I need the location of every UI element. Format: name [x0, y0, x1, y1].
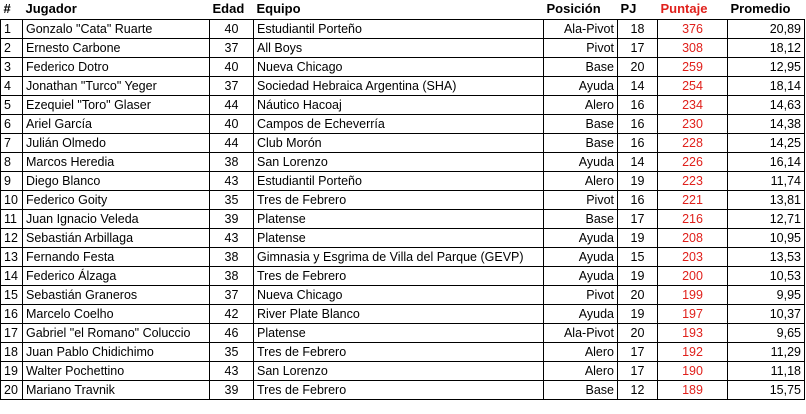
- cell-number: 17: [1, 323, 23, 342]
- cell-player: Gonzalo "Cata" Ruarte: [23, 19, 210, 38]
- cell-points: 228: [658, 133, 728, 152]
- header-team: Equipo: [254, 0, 544, 19]
- cell-average: 11,74: [728, 171, 805, 190]
- cell-number: 9: [1, 171, 23, 190]
- cell-position: Base: [544, 57, 618, 76]
- cell-position: Ayuda: [544, 76, 618, 95]
- cell-average: 10,37: [728, 304, 805, 323]
- cell-position: Base: [544, 380, 618, 399]
- cell-points: 226: [658, 152, 728, 171]
- cell-age: 46: [210, 323, 254, 342]
- cell-number: 4: [1, 76, 23, 95]
- cell-number: 14: [1, 266, 23, 285]
- cell-points: 208: [658, 228, 728, 247]
- cell-number: 10: [1, 190, 23, 209]
- table-row: [1, 266, 805, 285]
- cell-games-played: 17: [618, 209, 658, 228]
- cell-age: 38: [210, 266, 254, 285]
- cell-age: 40: [210, 114, 254, 133]
- table-row: [1, 95, 805, 114]
- cell-points: 221: [658, 190, 728, 209]
- table-row: [1, 171, 805, 190]
- cell-average: 10,95: [728, 228, 805, 247]
- cell-number: 18: [1, 342, 23, 361]
- table-row: [1, 285, 805, 304]
- cell-age: 43: [210, 361, 254, 380]
- header-player: Jugador: [23, 0, 210, 19]
- header-row: [1, 0, 805, 19]
- cell-games-played: 20: [618, 323, 658, 342]
- cell-number: 6: [1, 114, 23, 133]
- cell-team: Club Morón: [254, 133, 544, 152]
- cell-team: Estudiantil Porteño: [254, 19, 544, 38]
- cell-player: Ariel García: [23, 114, 210, 133]
- cell-number: 12: [1, 228, 23, 247]
- cell-team: Tres de Febrero: [254, 342, 544, 361]
- cell-age: 39: [210, 209, 254, 228]
- cell-player: Federico Álzaga: [23, 266, 210, 285]
- cell-player: Sebastián Graneros: [23, 285, 210, 304]
- cell-number: 13: [1, 247, 23, 266]
- cell-games-played: 20: [618, 285, 658, 304]
- cell-team: Platense: [254, 209, 544, 228]
- cell-position: Ayuda: [544, 228, 618, 247]
- table-row: [1, 133, 805, 152]
- cell-games-played: 17: [618, 38, 658, 57]
- cell-average: 11,18: [728, 361, 805, 380]
- cell-age: 37: [210, 76, 254, 95]
- header-points: Puntaje: [658, 0, 728, 19]
- cell-position: Alero: [544, 342, 618, 361]
- cell-points: 308: [658, 38, 728, 57]
- cell-number: 1: [1, 19, 23, 38]
- table-row: [1, 304, 805, 323]
- cell-games-played: 18: [618, 19, 658, 38]
- cell-number: 7: [1, 133, 23, 152]
- cell-games-played: 19: [618, 266, 658, 285]
- header-position: Posición: [544, 0, 618, 19]
- cell-average: 9,95: [728, 285, 805, 304]
- cell-points: 376: [658, 19, 728, 38]
- cell-player: Ezequiel "Toro" Glaser: [23, 95, 210, 114]
- cell-games-played: 16: [618, 133, 658, 152]
- cell-average: 14,38: [728, 114, 805, 133]
- cell-average: 9,65: [728, 323, 805, 342]
- table-row: [1, 228, 805, 247]
- cell-average: 18,12: [728, 38, 805, 57]
- cell-age: 39: [210, 380, 254, 399]
- table-row: [1, 19, 805, 38]
- cell-age: 40: [210, 19, 254, 38]
- table-row: [1, 190, 805, 209]
- cell-games-played: 16: [618, 190, 658, 209]
- cell-average: 12,71: [728, 209, 805, 228]
- cell-team: Náutico Hacoaj: [254, 95, 544, 114]
- cell-team: San Lorenzo: [254, 152, 544, 171]
- cell-points: 223: [658, 171, 728, 190]
- cell-points: 259: [658, 57, 728, 76]
- cell-games-played: 19: [618, 171, 658, 190]
- cell-games-played: 17: [618, 361, 658, 380]
- cell-games-played: 15: [618, 247, 658, 266]
- cell-player: Julián Olmedo: [23, 133, 210, 152]
- cell-position: Alero: [544, 361, 618, 380]
- cell-number: 15: [1, 285, 23, 304]
- table-row: [1, 57, 805, 76]
- cell-games-played: 16: [618, 95, 658, 114]
- cell-age: 43: [210, 228, 254, 247]
- cell-number: 2: [1, 38, 23, 57]
- table-row: [1, 76, 805, 95]
- cell-position: Alero: [544, 95, 618, 114]
- cell-team: Tres de Febrero: [254, 190, 544, 209]
- cell-position: Ayuda: [544, 247, 618, 266]
- cell-average: 12,95: [728, 57, 805, 76]
- cell-number: 19: [1, 361, 23, 380]
- cell-points: 197: [658, 304, 728, 323]
- cell-player: Jonathan "Turco" Yeger: [23, 76, 210, 95]
- header-average: Promedio: [728, 0, 805, 19]
- cell-number: 8: [1, 152, 23, 171]
- cell-age: 44: [210, 95, 254, 114]
- cell-average: 13,81: [728, 190, 805, 209]
- cell-player: Sebastián Arbillaga: [23, 228, 210, 247]
- cell-average: 16,14: [728, 152, 805, 171]
- cell-points: 192: [658, 342, 728, 361]
- cell-age: 43: [210, 171, 254, 190]
- cell-player: Mariano Travnik: [23, 380, 210, 399]
- cell-player: Gabriel "el Romano" Coluccio: [23, 323, 210, 342]
- cell-position: Ala-Pivot: [544, 323, 618, 342]
- cell-average: 20,89: [728, 19, 805, 38]
- cell-age: 38: [210, 152, 254, 171]
- cell-position: Base: [544, 114, 618, 133]
- cell-team: San Lorenzo: [254, 361, 544, 380]
- cell-team: Estudiantil Porteño: [254, 171, 544, 190]
- cell-games-played: 20: [618, 57, 658, 76]
- cell-average: 13,53: [728, 247, 805, 266]
- cell-number: 20: [1, 380, 23, 399]
- cell-number: 16: [1, 304, 23, 323]
- cell-age: 37: [210, 38, 254, 57]
- cell-games-played: 14: [618, 76, 658, 95]
- cell-position: Pivot: [544, 190, 618, 209]
- cell-average: 10,53: [728, 266, 805, 285]
- table-row: [1, 247, 805, 266]
- cell-points: 234: [658, 95, 728, 114]
- cell-number: 3: [1, 57, 23, 76]
- cell-number: 5: [1, 95, 23, 114]
- table-row: [1, 38, 805, 57]
- cell-team: Nueva Chicago: [254, 285, 544, 304]
- cell-position: Ayuda: [544, 266, 618, 285]
- cell-average: 11,29: [728, 342, 805, 361]
- cell-team: Nueva Chicago: [254, 57, 544, 76]
- cell-player: Juan Pablo Chidichimo: [23, 342, 210, 361]
- cell-average: 14,25: [728, 133, 805, 152]
- cell-player: Federico Goity: [23, 190, 210, 209]
- cell-player: Diego Blanco: [23, 171, 210, 190]
- cell-age: 42: [210, 304, 254, 323]
- cell-age: 40: [210, 57, 254, 76]
- cell-team: Platense: [254, 323, 544, 342]
- cell-age: 38: [210, 247, 254, 266]
- cell-player: Federico Dotro: [23, 57, 210, 76]
- cell-position: Ala-Pivot: [544, 19, 618, 38]
- cell-number: 11: [1, 209, 23, 228]
- cell-games-played: 16: [618, 114, 658, 133]
- cell-points: 230: [658, 114, 728, 133]
- cell-points: 200: [658, 266, 728, 285]
- cell-player: Juan Ignacio Veleda: [23, 209, 210, 228]
- header-age: Edad: [210, 0, 254, 19]
- cell-position: Pivot: [544, 285, 618, 304]
- cell-player: Fernando Festa: [23, 247, 210, 266]
- cell-age: 35: [210, 342, 254, 361]
- table-row: [1, 342, 805, 361]
- cell-team: River Plate Blanco: [254, 304, 544, 323]
- cell-points: 254: [658, 76, 728, 95]
- cell-team: Tres de Febrero: [254, 380, 544, 399]
- cell-team: Sociedad Hebraica Argentina (SHA): [254, 76, 544, 95]
- cell-team: Campos de Echeverría: [254, 114, 544, 133]
- cell-games-played: 14: [618, 152, 658, 171]
- cell-points: 190: [658, 361, 728, 380]
- header-games-played: PJ: [618, 0, 658, 19]
- cell-average: 18,14: [728, 76, 805, 95]
- table-row: [1, 380, 805, 399]
- cell-player: Marcelo Coelho: [23, 304, 210, 323]
- table-row: [1, 114, 805, 133]
- cell-games-played: 17: [618, 342, 658, 361]
- cell-games-played: 19: [618, 228, 658, 247]
- cell-team: All Boys: [254, 38, 544, 57]
- header-number: #: [1, 0, 23, 19]
- cell-position: Base: [544, 209, 618, 228]
- cell-average: 14,63: [728, 95, 805, 114]
- table-row: [1, 152, 805, 171]
- cell-age: 35: [210, 190, 254, 209]
- cell-position: Base: [544, 133, 618, 152]
- cell-age: 44: [210, 133, 254, 152]
- cell-team: Gimnasia y Esgrima de Villa del Parque (GEVP): [254, 247, 544, 266]
- cell-points: 203: [658, 247, 728, 266]
- cell-position: Alero: [544, 171, 618, 190]
- cell-player: Walter Pochettino: [23, 361, 210, 380]
- cell-team: Tres de Febrero: [254, 266, 544, 285]
- cell-average: 15,75: [728, 380, 805, 399]
- cell-player: Marcos Heredia: [23, 152, 210, 171]
- cell-points: 189: [658, 380, 728, 399]
- table-row: [1, 323, 805, 342]
- cell-age: 37: [210, 285, 254, 304]
- table-row: [1, 209, 805, 228]
- cell-position: Ayuda: [544, 152, 618, 171]
- cell-position: Pivot: [544, 38, 618, 57]
- table-body: [1, 19, 805, 399]
- cell-games-played: 19: [618, 304, 658, 323]
- cell-points: 199: [658, 285, 728, 304]
- cell-team: Platense: [254, 228, 544, 247]
- cell-player: Ernesto Carbone: [23, 38, 210, 57]
- cell-points: 193: [658, 323, 728, 342]
- cell-points: 216: [658, 209, 728, 228]
- cell-position: Ayuda: [544, 304, 618, 323]
- table-row: [1, 361, 805, 380]
- cell-games-played: 12: [618, 380, 658, 399]
